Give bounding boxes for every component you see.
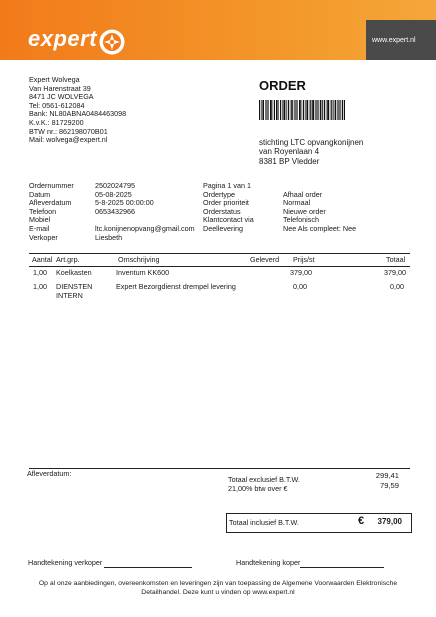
row-prijs: 0,00 <box>293 282 307 291</box>
col-header-prijs: Prijs/st <box>293 255 315 264</box>
order-status-value: Nieuwe order <box>283 206 326 216</box>
disclaimer-line: Detailhandel. Deze kunt u vinden op www.expert.nl <box>141 588 295 596</box>
seller-line: 8471 JC WOLVEGA <box>29 92 94 102</box>
seller-line: K.v.K.: 81729200 <box>29 117 84 127</box>
btw-value: 79,59 <box>379 481 399 490</box>
col-header-geleverd: Geleverd <box>250 255 280 264</box>
order-info-values <box>95 182 195 242</box>
total-incl-label: Totaal inclusief B.T.W. <box>229 518 299 527</box>
order-status-label: Orderstatus <box>203 206 241 216</box>
partial-delivery-label: Deellevering <box>203 223 243 233</box>
seller-name-value: Liesbeth <box>95 232 123 242</box>
table-row <box>0 283 436 303</box>
delivery-date-value: 5-8-2025 00:00:00 <box>95 198 154 208</box>
seller-line: BTW nr.: 862198070B01 <box>29 126 108 136</box>
seller-signature-line <box>104 567 192 568</box>
table-row <box>0 269 436 280</box>
order-priority-label: Order prioriteit <box>203 198 249 208</box>
order-meta-labels <box>203 182 254 234</box>
row-artgrp-line2: INTERN <box>56 290 83 300</box>
btw-label: 21,00% btw over € <box>228 484 288 493</box>
buyer-signature-line <box>300 567 384 568</box>
customer-line: 8381 BP Vledder <box>259 156 320 166</box>
order-number-value: 2502024795 <box>95 181 135 190</box>
seller-signature-label: Handtekening verkoper <box>28 558 103 567</box>
barcode-icon <box>259 100 345 120</box>
row-aantal: 1,00 <box>33 268 47 277</box>
col-header-aantal: Aantal <box>32 255 53 264</box>
mobile-label: Mobiel <box>29 215 51 225</box>
row-omschrijving: Inventum KK600 <box>116 268 170 277</box>
brand-logo-text: expert <box>28 26 98 51</box>
row-artgrp: DIENSTEN <box>56 282 93 291</box>
partial-delivery-value: Nee Als compleet: Nee <box>283 223 357 233</box>
row-prijs: 379,00 <box>290 268 312 277</box>
seller-line: Mail: wolvega@expert.nl <box>29 135 108 145</box>
customer-line: stichting LTC opvangkonijnen <box>259 138 364 147</box>
order-type-label: Ordertype <box>203 189 235 199</box>
row-omschrijving: Expert Bezorgdienst drempel levering <box>116 282 236 291</box>
footer-top-rule <box>29 468 410 469</box>
disclaimer-line: Op al onze aanbiedingen, overeenkomsten en leveringen zijn van toepassing de Algemene Voorwaarden Elektronische <box>38 580 398 587</box>
customer-line: van Royenlaan 4 <box>259 147 320 157</box>
row-artgrp: Koelkasten <box>56 268 92 277</box>
col-header-totaal: Totaal <box>386 255 406 264</box>
phone-value: 0653432966 <box>95 206 135 216</box>
col-header-omschrijving: Omschrijving <box>118 255 160 264</box>
order-priority-value: Normaal <box>283 198 311 208</box>
total-excl-label: Totaal exclusief B.T.W. <box>228 475 300 484</box>
date-label: Datum <box>29 189 51 199</box>
seller-name-label: Verkoper <box>29 232 58 242</box>
date-value: 05-08-2025 <box>95 189 132 199</box>
order-meta-values <box>283 191 356 234</box>
table-top-rule <box>29 253 410 254</box>
site-url: www.expert.nl <box>372 37 416 44</box>
brand-logo-icon <box>98 28 126 56</box>
customer-address <box>259 138 363 166</box>
seller-line: Van Harenstraat 39 <box>29 83 91 93</box>
table-header-rule <box>29 266 410 267</box>
order-number-label: Ordernummer <box>29 181 74 190</box>
phone-label: Telefoon <box>29 206 57 216</box>
order-info-labels <box>29 182 74 242</box>
seller-address <box>29 76 126 145</box>
row-aantal: 1,00 <box>33 282 47 291</box>
contact-via-value: Telefonisch <box>283 215 319 225</box>
seller-line: Expert Wolvega <box>29 75 80 84</box>
seller-line: Tel: 0561-612084 <box>29 100 85 110</box>
email-value: ltc.konijnenopvang@gmail.com <box>95 223 195 233</box>
contact-via-label: Klantcontact via <box>203 215 254 225</box>
delivery-date-label: Afleverdatum <box>29 198 72 208</box>
document-title: ORDER <box>259 78 306 93</box>
row-totaal: 0,00 <box>390 282 404 291</box>
euro-sign: € <box>358 515 365 527</box>
page-indicator: Pagina 1 van 1 <box>203 181 251 190</box>
seller-line: Bank: NL80ABNA0484463098 <box>29 109 127 119</box>
total-incl-value: 379,00 <box>377 517 402 526</box>
order-type-value: Afhaal order <box>283 189 323 199</box>
disclaimer <box>0 580 436 597</box>
email-label: E-mail <box>29 223 50 233</box>
col-header-artgrp: Art.grp. <box>56 255 80 264</box>
buyer-signature-label: Handtekening koper <box>236 558 301 567</box>
afleverdatum-label: Afleverdatum: <box>27 469 72 478</box>
row-totaal: 379,00 <box>384 268 406 277</box>
total-excl-value: 299,41 <box>375 471 399 480</box>
